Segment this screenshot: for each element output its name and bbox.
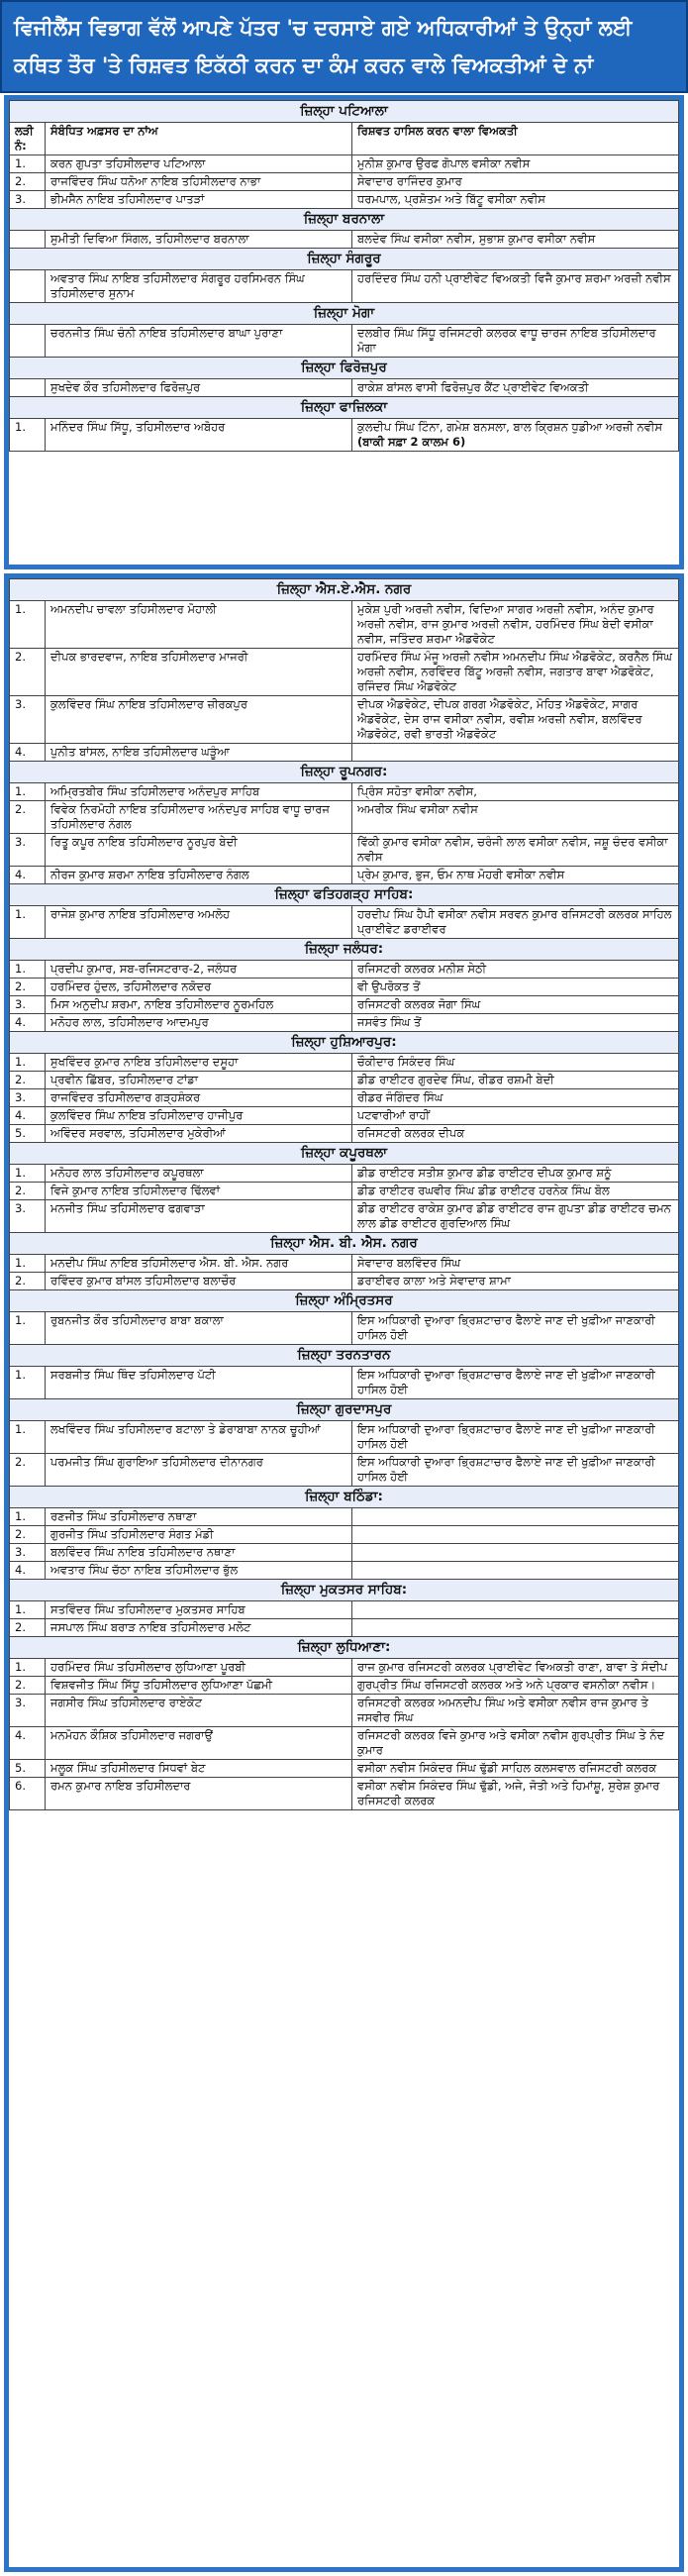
collector-names: [352, 1054, 679, 1072]
collector-text: ਦਲਬੀਰ ਸਿੰਘ ਸਿੱਧੂ ਰਜਿਸਟਰੀ ਕਲਰਕ ਵਾਧੂ ਚਾਰਜ ਨਾਇਬ ਤਹਿਸੀਲਦਾਰ ਮੋਗਾ: [357, 326, 656, 355]
district-name: ਜ਼ਿਲ੍ਹਾ ਸੰਗਰੂਰ: [10, 249, 679, 270]
collector-names: [352, 173, 679, 191]
serial-number: 4.: [10, 1727, 46, 1760]
district-row: [10, 1345, 679, 1367]
district-row: [10, 101, 679, 123]
table-row: [10, 1273, 679, 1290]
collector-names: [352, 1659, 679, 1677]
district-name: ਜ਼ਿਲ੍ਹਾ ਬਠਿੰਡਾ:: [10, 1487, 679, 1508]
table-row: [10, 979, 679, 996]
district-row: [10, 579, 679, 601]
table-row: [10, 696, 679, 744]
officer-name: ਮਨਦੀਪ ਸਿੰਘ ਨਾਇਬ ਤਹਿਸੀਲਦਾਰ ਐਸ. ਬੀ. ਐਸ. ਨਗਰ: [46, 1255, 352, 1273]
serial-number: 5.: [10, 1760, 46, 1778]
serial-number: [10, 379, 46, 397]
table-row: [10, 1014, 679, 1032]
collector-text: ਹਰਦਿੰਦਰ ਸਿੰਘ ਹਨੀ ਪ੍ਰਾਈਵੇਟ ਵਿਅਕਤੀ ਵਿਜੈ ਕੁਮਾਰ ਸ਼ਰਮਾ ਅਰਜ਼ੀ ਨਵੀਸ: [357, 271, 671, 285]
collector-names: [352, 1072, 679, 1089]
collector-names: [352, 744, 679, 762]
officer-name: ਰਵਿੰਦਰ ਕੁਮਾਰ ਬਾਂਸਲ ਤਹਿਸੀਲਦਾਰ ਬਲਾਚੌਰ: [46, 1273, 352, 1290]
officer-name: ਪ੍ਰਵੀਨ ਛਿੱਬਰ, ਤਹਿਸੀਲਦਾਰ ਟਾਂਡਾ: [46, 1072, 352, 1089]
collector-names: [352, 1778, 679, 1810]
collector-names: [352, 379, 679, 397]
officer-name: ਚਰਨਜੀਤ ਸਿੰਘ ਚੰਨੀ ਨਾਇਬ ਤਹਿਸੀਲਦਾਰ ਬਾਘਾ ਪੁਰਾਣਾ: [46, 325, 352, 358]
table-row: [10, 1695, 679, 1727]
officer-name: ਰਮਨ ਕੁਮਾਰ ਨਾਇਬ ਤਹਿਸੀਲਦਾਰ: [46, 1778, 352, 1810]
collector-names: [352, 1183, 679, 1200]
serial-number: 1.: [10, 906, 46, 939]
officer-name: ਭੀਮਸੈਨ ਨਾਇਬ ਤਹਿਸੀਲਦਾਰ ਪਾਤੜਾਂ: [46, 191, 352, 209]
officers-table-1: [9, 100, 679, 452]
officer-name: ਰਾਜਵਿੰਦਰ ਸਿੰਘ ਧਨੋਆ ਨਾਇਬ ਤਹਿਸੀਲਦਾਰ ਨਾਭਾ: [46, 173, 352, 191]
serial-number: 3.: [10, 1695, 46, 1727]
serial-number: 3.: [10, 996, 46, 1014]
district-row: [10, 1290, 679, 1312]
collector-text: ਰਾਕੇਸ਼ ਬਾਂਸਲ ਵਾਸੀ ਫਿਰੋਜ਼ਪੁਰ ਕੈਂਟ ਪ੍ਰਾਈਵੇਟ ਵਿਅਕਤੀ: [357, 380, 589, 394]
district-row: [10, 1032, 679, 1054]
table-row: [10, 1421, 679, 1454]
collector-text: ਡਰਾਈਵਰ ਕਾਲਾ ਅਤੇ ਸੇਵਾਦਾਰ ਸ਼ਾਮਾ: [357, 1274, 511, 1288]
district-row: [10, 249, 679, 270]
collector-text: ਵੀ ਉਪਰੋਕਤ ਤੋਂ: [357, 979, 421, 993]
collector-names: [352, 834, 679, 867]
serial-number: 1.: [10, 1601, 46, 1619]
district-name: ਜ਼ਿਲ੍ਹਾ ਅੰਮ੍ਰਿਤਸਰ: [10, 1290, 679, 1312]
list-section-2: [4, 573, 684, 2572]
table-row: [10, 1601, 679, 1619]
collector-text: ਇਸ ਅਧਿਕਾਰੀ ਦੁਆਰਾ ਭ੍ਰਿਸ਼ਟਾਚਾਰ ਫੈਲਾਏ ਜਾਣ ਦੀ ਖੁਫ਼ੀਆ ਜਾਣਕਾਰੀ ਹਾਸਿਲ ਹੋਈ: [357, 1422, 655, 1451]
headline-banner: [0, 0, 688, 93]
collector-names: [352, 1255, 679, 1273]
collector-text: ਮੁਕੇਸ਼ ਪੁਰੀ ਅਰਜ਼ੀ ਨਵੀਸ, ਵਿਦਿਆ ਸਾਗਰ ਅਰਜ਼ੀ ਨਵੀਸ, ਅਨੰਦ ਕੁਮਾਰ ਅਰਜ਼ੀ ਨਵੀਸ, ਰਾਜ ਕੁਮਾਰ ਅਰਜ਼ੀ ਨਵੀਸ, ਹਰਮਿੰਦਰ ਸਿੰਘ ਬੇਦੀ ਵਸੀਕਾ ਨਵੀਸ, ਜਤਿੰਦਰ ਸ਼ਰਮਾ ਐਡਵੋਕੇਟ: [357, 602, 654, 646]
serial-number: 1.: [10, 601, 46, 649]
serial-number: 1.: [10, 1508, 46, 1526]
collector-names: [352, 867, 679, 884]
collector-names: [352, 1125, 679, 1143]
collector-text: ਰਜਿਸਟਰੀ ਕਲਰਕ ਜੋਗਾ ਸਿੰਘ: [357, 997, 481, 1011]
collector-text: ਇਸ ਅਧਿਕਾਰੀ ਦੁਆਰਾ ਭ੍ਰਿਸ਼ਟਾਚਾਰ ਫੈਲਾਏ ਜਾਣ ਦੀ ਖੁਫ਼ੀਆ ਜਾਣਕਾਰੀ ਹਾਸਿਲ ਹੋਈ: [357, 1313, 655, 1342]
collector-text: ਦੀਪਕ ਐਡਵੋਕੇਟ, ਦੀਪਕ ਗਰਗ ਐਡਵੋਕੇਟ, ਮੋਹਿਤ ਐਡਵੋਕੇਟ, ਸਾਗਰ ਐਡਵੋਕੇਟ, ਦੇਸ ਰਾਜ ਵਸੀਕਾ ਨਵੀਸ, ਰਵੀਸ਼ ਅਰਜ਼ੀ ਨਵੀਸ, ਬਲਵਿੰਦਰ ਐਡਵੋਕੇਟ, ਰਵੀ ਭਾਰਤੀ ਐਡਵੋਕੇਟ: [357, 697, 642, 741]
district-row: [10, 1580, 679, 1601]
district-name: ਜ਼ਿਲ੍ਹਾ ਹੁਸ਼ਿਆਰਪੁਰ:: [10, 1032, 679, 1054]
collector-names: [352, 1526, 679, 1544]
collector-names: [352, 1312, 679, 1345]
serial-number: 3.: [10, 191, 46, 209]
collector-names: [352, 1165, 679, 1183]
collector-names: [352, 601, 679, 649]
list-section-1: [4, 95, 684, 569]
officer-name: ਸਰਬਜੀਤ ਸਿੰਘ ਥਿੰਦ ਤਹਿਸੀਲਦਾਰ ਪੱਟੀ: [46, 1367, 352, 1399]
column-header-row: [10, 123, 679, 155]
continued-note: (ਬਾਕੀ ਸਫ਼ਾ 2 ਕਾਲਮ 6): [357, 435, 466, 449]
collector-text: ਸੇਵਾਦਾਰ ਰਾਜਿੰਦਰ ਕੁਮਾਰ: [357, 174, 462, 188]
serial-number: 2.: [10, 1072, 46, 1089]
collector-text: ਬਲਦੇਵ ਸਿੰਘ ਵਸੀਕਾ ਨਵੀਸ, ਸੁਭਾਸ਼ ਕੁਮਾਰ ਵਸੀਕਾ ਨਵੀਸ: [357, 232, 596, 246]
table-row: [10, 1677, 679, 1695]
officer-name: ਪਰਮਜੀਤ ਸਿੰਘ ਗੁਰਾਇਆ ਤਹਿਸੀਲਦਾਰ ਦੀਨਾਨਗਰ: [46, 1454, 352, 1487]
table-row: [10, 744, 679, 762]
officer-name: ਮਨੋਹਰ ਲਾਲ, ਤਹਿਸੀਲਦਾਰ ਆਦਮਪੁਰ: [46, 1014, 352, 1032]
serial-number: 1.: [10, 1165, 46, 1183]
officer-name: ਮਨਿੰਦਰ ਸਿੰਘ ਸਿੱਧੂ, ਤਹਿਸੀਲਦਾਰ ਅਬੋਹਰ: [46, 419, 352, 452]
serial-number: 3.: [10, 696, 46, 744]
district-row: [10, 397, 679, 419]
table-row: [10, 1200, 679, 1233]
table-row: [10, 1107, 679, 1125]
collector-names: [352, 1273, 679, 1290]
collector-names: [352, 1089, 679, 1107]
collector-names: [352, 1760, 679, 1778]
collector-names: [352, 231, 679, 249]
district-name: ਜ਼ਿਲ੍ਹਾ ਲੁਧਿਆਣਾ:: [10, 1637, 679, 1659]
collector-names: [352, 1421, 679, 1454]
table-row: [10, 1125, 679, 1143]
table-row: [10, 1508, 679, 1526]
collector-text: ਇਸ ਅਧਿਕਾਰੀ ਦੁਆਰਾ ਭ੍ਰਿਸ਼ਟਾਚਾਰ ਫੈਲਾਏ ਜਾਣ ਦੀ ਖੁਫ਼ੀਆ ਜਾਣਕਾਰੀ ਹਾਸਿਲ ਹੋਈ: [357, 1455, 655, 1484]
district-row: [10, 209, 679, 231]
officer-name: ਅਵਤਾਰ ਸਿੰਘ ਚੱਠਾ ਨਾਇਬ ਤਹਿਸੀਲਦਾਰ ਭੁੱਲ: [46, 1562, 352, 1580]
district-name: ਜ਼ਿਲ੍ਹਾ ਮੁਕਤਸਰ ਸਾਹਿਬ:: [10, 1580, 679, 1601]
district-name: ਜ਼ਿਲ੍ਹਾ ਐਸ.ਏ.ਐਸ. ਨਗਰ: [10, 579, 679, 601]
table-row: [10, 1255, 679, 1273]
collector-text: ਰਜਿਸਟਰੀ ਕਲਰਕ ਮਨੀਸ਼ ਸੇਠੀ: [357, 962, 487, 976]
serial-number: 6.: [10, 1778, 46, 1810]
officer-name: ਦੀਪਕ ਭਾਰਦਵਾਜ, ਨਾਇਬ ਤਹਿਸੀਲਦਾਰ ਮਾਜਰੀ: [46, 649, 352, 696]
serial-number: 4.: [10, 1562, 46, 1580]
officer-name: ਨੀਰਜ ਕੁਮਾਰ ਸ਼ਰਮਾ ਨਾਇਬ ਤਹਿਸੀਲਦਾਰ ਨੰਗਲ: [46, 867, 352, 884]
table-row: [10, 996, 679, 1014]
table-row: [10, 801, 679, 834]
serial-number: 4.: [10, 867, 46, 884]
table-row: [10, 1183, 679, 1200]
collector-text: ਗੁਰਪ੍ਰੀਤ ਸਿੰਘ ਰਜਿਸਟਰੀ ਕਲਰਕ ਅਤੇ ਅਨੇ ਪ੍ਰਕਾਰ ਵਸਨੀਕਾ ਨਵੀਸ।: [357, 1678, 656, 1692]
collector-names: [352, 1107, 679, 1125]
collector-names: [352, 1677, 679, 1695]
officer-name: ਕਰਨ ਗੁਪਤਾ ਤਹਿਸੀਲਦਾਰ ਪਟਿਆਲਾ: [46, 155, 352, 173]
collector-text: ਹਰਮਿੰਦਰ ਸਿੰਘ ਮੰਜੂ ਅਰਜ਼ੀ ਨਵੀਸ ਅਮਨਦੀਪ ਸਿੰਘ ਐਡਵੋਕੇਟ, ਕਰਨੈਲ ਸਿੰਘ ਅਰਜ਼ੀ ਨਵੀਸ, ਨਰਵਿੰਦਰ ਬਿੱਟੂ ਅਰਜ਼ੀ ਨਵੀਸ, ਜਗਤਾਰ ਬਾਵਾ ਐਡਵੋਕੇਟ, ਰਜਿੰਦਰ ਸਿੰਘ ਐਡਵੋਕੇਟ: [357, 650, 672, 693]
collector-text: ਪਟਵਾਰੀਆਂ ਰਾਹੀਂ: [357, 1108, 431, 1122]
collector-text: ਸੇਵਾਦਾਰ ਬਲਵਿੰਦਰ ਸਿੰਘ: [357, 1256, 461, 1270]
district-name: ਜ਼ਿਲ੍ਹਾ ਗੁਰਦਾਸਪੁਰ: [10, 1399, 679, 1421]
officer-name: ਜਗਸੀਰ ਸਿੰਘ ਤਹਿਸੀਲਦਾਰ ਰਾਏਕੋਟ: [46, 1695, 352, 1727]
officer-name: ਮਨੋਹਰ ਲਾਲ ਤਹਿਸੀਲਦਾਰ ਕਪੂਰਥਲਾ: [46, 1165, 352, 1183]
officer-name: ਪ੍ਰਦੀਪ ਕੁਮਾਰ, ਸਬ-ਰਜਿਸਟਰਾਰ-2, ਜਲੰਧਰ: [46, 961, 352, 979]
table-row: [10, 1165, 679, 1183]
collector-text: ਚੌਕੀਦਾਰ ਸਿਕੰਦਰ ਸਿੰਘ: [357, 1055, 455, 1069]
serial-number: [10, 231, 46, 249]
district-row: [10, 762, 679, 783]
district-name: ਜ਼ਿਲ੍ਹਾ ਜਲੰਧਰ:: [10, 939, 679, 961]
collector-names: [352, 696, 679, 744]
serial-number: 2.: [10, 1183, 46, 1200]
collector-names: [352, 1619, 679, 1637]
table-row: [10, 649, 679, 696]
serial-number: 3.: [10, 1200, 46, 1233]
table-row: [10, 1619, 679, 1637]
officer-name: ਕੁਲਵਿੰਦਰ ਸਿੰਘ ਨਾਇਬ ਤਹਿਸੀਲਦਾਰ ਜ਼ੀਰਕਪੁਰ: [46, 696, 352, 744]
officer-name: ਪੁਨੀਤ ਬਾਂਸਲ, ਨਾਇਬ ਤਹਿਸੀਲਦਾਰ ਘੜੂੰਆ: [46, 744, 352, 762]
table-row: [10, 783, 679, 801]
district-name: ਜ਼ਿਲ੍ਹਾ ਫਿਰੋਜ਼ਪੁਰ: [10, 358, 679, 379]
column-header-num: ਲੜੀ ਨੰ:: [10, 123, 46, 155]
collector-text: ਕੁਲਦੀਪ ਸਿੰਘ ਟਿੰਨਾ, ਗਮੇਸ਼ ਬਨਸਲਾ, ਬਾਲ ਕ੍ਰਿਸ਼ਨ ਧੁਡੀਆ ਅਰਜ਼ੀ ਨਵੀਸ: [357, 420, 663, 434]
officer-name: ਸੁਮੀਤੀ ਦਿਵਿਆ ਸਿੰਗਲ, ਤਹਿਸੀਲਦਾਰ ਬਰਨਾਲਾ: [46, 231, 352, 249]
officers-table-2: [9, 578, 679, 1810]
officer-name: ਬਲਵਿੰਦਰ ਸਿੰਘ ਨਾਇਬ ਤਹਿਸੀਲਦਾਰ ਨਥਾਣਾ: [46, 1544, 352, 1562]
serial-number: 2.: [10, 979, 46, 996]
serial-number: 1.: [10, 1659, 46, 1677]
officer-name: ਕੁਲਵਿੰਦਰ ਸਿੰਘ ਨਾਇਬ ਤਹਿਸੀਲਦਾਰ ਹਾਜੀਪੁਰ: [46, 1107, 352, 1125]
collector-names: [352, 1727, 679, 1760]
collector-text: ਰਜਿਸਟਰੀ ਕਲਰਕ ਵਿਜੇ ਕੁਮਾਰ ਅਤੇ ਵਸੀਕਾ ਨਵੀਸ ਗੁਰਪ੍ਰੀਤ ਸਿੰਘ ਤੇ ਨੰਦ ਕੁਮਾਰ: [357, 1728, 665, 1757]
serial-number: 5.: [10, 1125, 46, 1143]
serial-number: 4.: [10, 744, 46, 762]
officer-name: ਅਮਨਦੀਪ ਚਾਵਲਾ ਤਹਿਸੀਲਦਾਰ ਮੋਹਾਲੀ: [46, 601, 352, 649]
district-row: [10, 884, 679, 906]
column-header-officer: ਸੰਬੰਧਿਤ ਅਫ਼ਸਰ ਦਾ ਨਾਂਅ: [46, 123, 352, 155]
district-name: ਜ਼ਿਲ੍ਹਾ ਪਟਿਆਲਾ: [10, 101, 679, 123]
officer-name: ਅਮ੍ਰਿਤਬੀਰ ਸਿੰਘ ਤਹਿਸੀਲਦਾਰ ਅਨੰਦਪੁਰ ਸਾਹਿਬ: [46, 783, 352, 801]
serial-number: 4.: [10, 1014, 46, 1032]
district-row: [10, 1233, 679, 1255]
collector-text: ਰਜਿਸਟਰੀ ਕਲਰਕ ਅਮਨਦੀਪ ਸਿੰਘ ਅਤੇ ਵਸੀਕਾ ਨਵੀਸ ਰਾਜ ਕੁਮਾਰ ਤੇ ਜਸਵੀਰ ਸਿੰਘ: [357, 1696, 648, 1724]
table-row: [10, 1544, 679, 1562]
serial-number: 1.: [10, 783, 46, 801]
collector-names: [352, 155, 679, 173]
officer-name: ਰੁਬਨਜੀਤ ਕੌਰ ਤਹਿਸੀਲਦਾਰ ਬਾਬਾ ਬਕਾਲਾ: [46, 1312, 352, 1345]
collector-names: [352, 1508, 679, 1526]
district-row: [10, 1399, 679, 1421]
table-row: [10, 1778, 679, 1810]
officer-name: ਸਤਵਿੰਦਰ ਸਿੰਘ ਤਹਿਸੀਲਦਾਰ ਮੁਕਤਸਰ ਸਾਹਿਬ: [46, 1601, 352, 1619]
officer-name: ਵਿਵੇਕ ਨਿਰਮੋਹੀ ਨਾਇਬ ਤਹਿਸੀਲਦਾਰ ਅਨੰਦਪੁਰ ਸਾਹਿਬ ਵਾਧੂ ਚਾਰਜ ਤਹਿਸੀਲਦਾਰ ਨੰਗਲ: [46, 801, 352, 834]
collector-text: ਜਸਵੰਤ ਸਿੰਘ ਤੋਂ: [357, 1015, 422, 1029]
serial-number: 4.: [10, 1107, 46, 1125]
district-row: [10, 1637, 679, 1659]
collector-names: [352, 1695, 679, 1727]
table-row: [10, 1454, 679, 1487]
serial-number: 1.: [10, 155, 46, 173]
table-row: [10, 1727, 679, 1760]
table-row: [10, 419, 679, 452]
collector-text: ਪ੍ਰੇਮ ਕੁਮਾਰ, ਭੁਜ, ਓਮ ਨਾਥ ਮੋਹਰੀ ਵਸੀਕਾ ਨਵੀਸ: [357, 868, 565, 881]
collector-names: [352, 1200, 679, 1233]
district-row: [10, 303, 679, 325]
collector-names: [352, 783, 679, 801]
collector-names: [352, 801, 679, 834]
table-row: [10, 834, 679, 867]
serial-number: 3.: [10, 1089, 46, 1107]
officer-name: ਅਵਤਾਰ ਸਿੰਘ ਨਾਇਬ ਤਹਿਸੀਲਦਾਰ ਸੰਗਰੂਰ ਹਰਸਿਮਰਨ ਸਿੰਘ ਤਹਿਸੀਲਦਾਰ ਸੁਨਾਮ: [46, 270, 352, 303]
district-name: ਜ਼ਿਲ੍ਹਾ ਫਾਜ਼ਿਲਕਾ: [10, 397, 679, 419]
serial-number: 2.: [10, 1526, 46, 1544]
collector-names: [352, 961, 679, 979]
collector-names: [352, 1014, 679, 1032]
officer-name: ਹਰਮਿੰਦਰ ਹੁੰਦਲ, ਤਹਿਸੀਲਦਾਰ ਨਕੋਦਰ: [46, 979, 352, 996]
serial-number: 1.: [10, 1367, 46, 1399]
officer-name: ਮਨਮੋਹਨ ਕੌਸ਼ਿਕ ਤਹਿਸੀਲਦਾਰ ਜਗਰਾਉਂ: [46, 1727, 352, 1760]
table-row: [10, 961, 679, 979]
collector-names: [352, 979, 679, 996]
serial-number: 1.: [10, 1421, 46, 1454]
district-name: ਜ਼ਿਲ੍ਹਾ ਰੂਪਨਗਰ:: [10, 762, 679, 783]
table-row: [10, 1526, 679, 1544]
officer-name: ਹਰਮਿੰਦਰ ਸਿੰਘ ਤਹਿਸੀਲਦਾਰ ਲੁਧਿਆਣਾ ਪੂਰਬੀ: [46, 1659, 352, 1677]
table-row: [10, 1367, 679, 1399]
table-row: [10, 906, 679, 939]
officer-name: ਲਖਵਿੰਦਰ ਸਿੰਘ ਤਹਿਸੀਲਦਾਰ ਬਟਾਲਾ ਤੇ ਡੇਰਾਬਾਬਾ ਨਾਨਕ ਚੂਹੀਆਂ: [46, 1421, 352, 1454]
serial-number: 2.: [10, 649, 46, 696]
serial-number: 1.: [10, 419, 46, 452]
headline-line-1: ਵਿਜੀਲੈਂਸ ਵਿਭਾਗ ਵੱਲੋਂ ਆਪਣੇ ਪੱਤਰ 'ਚ ਦਰਸਾਏ ਗਏ ਅਧਿਕਾਰੀਆਂ ਤੇ ਉਨ੍ਹਾਂ ਲਈ: [14, 16, 633, 40]
officer-name: ਰਿਤੂ ਕਪੂਰ ਨਾਇਬ ਤਹਿਸੀਲਦਾਰ ਨੂਰਪੁਰ ਬੇਦੀ: [46, 834, 352, 867]
table-row: [10, 379, 679, 397]
district-row: [10, 1143, 679, 1165]
collector-names: [352, 1601, 679, 1619]
table-row: [10, 1072, 679, 1089]
collector-text: ਡੀਡ ਰਾਈਟਰ ਸਤੀਸ਼ ਕੁਮਾਰ ਡੀਡ ਰਾਈਟਰ ਦੀਪਕ ਕੁਮਾਰ ਸ਼ਨੂੰ: [357, 1166, 612, 1180]
collector-names: [352, 1454, 679, 1487]
collector-text: ਡੀਡ ਰਾਈਟਰ ਰਘਵੀਰ ਸਿੰਘ ਡੀਡ ਰਾਈਟਰ ਹਰਨੇਕ ਸਿੰਘ ਬੋਲ: [357, 1184, 610, 1197]
serial-number: 1.: [10, 1255, 46, 1273]
table-row: [10, 1054, 679, 1072]
column-header-collector: ਰਿਸ਼ਵਤ ਹਾਸਿਲ ਕਰਨ ਵਾਲਾ ਵਿਅਕਤੀ: [352, 123, 679, 155]
district-name: ਜ਼ਿਲ੍ਹਾ ਬਰਨਾਲਾ: [10, 209, 679, 231]
collector-names: [352, 325, 679, 358]
collector-text: ਡੀਡ ਰਾਈਟਰ ਰਾਕੇਸ਼ ਕੁਮਾਰ ਡੀਡ ਰਾਈਟਰ ਰਾਜ ਗੁਪਤਾ ਡੀਡ ਰਾਈਟਰ ਚਮਨ ਲਾਲ ਡੀਡ ਰਾਈਟਰ ਗੁਰਦਿਆਲ ਸਿੰਘ: [357, 1201, 671, 1230]
collector-text: ਡੀਡ ਰਾਈਟਰ ਗੁਰਦੇਵ ਸਿੰਘ, ਰੀਡਰ ਰਸ਼ਮੀ ਬੇਦੀ: [357, 1073, 554, 1086]
collector-text: ਰਾਜ ਕੁਮਾਰ ਰਜਿਸਟਰੀ ਕਲਰਕ ਪ੍ਰਾਈਵੇਟ ਵਿਅਕਤੀ ਰਾਣਾ, ਬਾਵਾ ਤੇ ਸੰਦੀਪ: [357, 1660, 668, 1674]
district-name: ਜ਼ਿਲ੍ਹਾ ਕਪੂਰਥਲਾ: [10, 1143, 679, 1165]
officer-name: ਵਿਸ਼ਵਜੀਤ ਸਿੰਘ ਸਿੱਧੂ ਤਹਿਸੀਲਦਾਰ ਲੁਧਿਆਣਾ ਪੱਛਮੀ: [46, 1677, 352, 1695]
collector-names: [352, 996, 679, 1014]
officer-name: ਰਾਜਵਿੰਦਰ ਤਹਿਸੀਲਦਾਰ ਗੜ੍ਹਸ਼ੰਕਰ: [46, 1089, 352, 1107]
serial-number: 1.: [10, 1312, 46, 1345]
serial-number: 2.: [10, 1454, 46, 1487]
table-row: [10, 1562, 679, 1580]
table-row: [10, 270, 679, 303]
collector-names: [352, 1367, 679, 1399]
table-row: [10, 231, 679, 249]
officer-name: ਮਲੂਕ ਸਿੰਘ ਤਹਿਸੀਲਦਾਰ ਸਿਧਵਾਂ ਬੇਟ: [46, 1760, 352, 1778]
serial-number: 3.: [10, 834, 46, 867]
serial-number: 3.: [10, 1544, 46, 1562]
table-row: [10, 1089, 679, 1107]
collector-text: ਰਜਿਸਟਰੀ ਕਲਰਕ ਦੀਪਕ: [357, 1126, 465, 1140]
officer-name: ਵਿਜੇ ਕੁਮਾਰ ਨਾਇਬ ਤਹਿਸੀਲਦਾਰ ਢਿੱਲਵਾਂ: [46, 1183, 352, 1200]
headline-line-2: ਕਥਿਤ ਤੌਰ 'ਤੇ ਰਿਸ਼ਵਤ ਇਕੱਠੀ ਕਰਨ ਦਾ ਕੰਮ ਕਰਨ ਵਾਲੇ ਵਿਅਕਤੀਆਂ ਦੇ ਨਾਂ: [14, 53, 594, 77]
officer-name: ਗੁਰਜੀਤ ਸਿੰਘ ਤਹਿਸੀਲਦਾਰ ਸੰਗਤ ਮੰਡੀ: [46, 1526, 352, 1544]
collector-text: ਵਸੀਕਾ ਨਵੀਸ ਸਿਕੰਦਰ ਸਿੰਘ ਢੁੱਡੀ, ਅਜੇ, ਜੋਤੀ ਅਤੇ ਹਿਮਾਂਸ਼ੂ, ਸੁਰੇਸ਼ ਕੁਮਾਰ ਰਜਿਸਟਰੀ ਕਲਰਕ: [357, 1779, 660, 1807]
table-row: [10, 325, 679, 358]
serial-number: 2.: [10, 173, 46, 191]
table-row: [10, 1312, 679, 1345]
serial-number: 2.: [10, 801, 46, 834]
serial-number: 1.: [10, 961, 46, 979]
district-row: [10, 1487, 679, 1508]
officer-name: ਰਣਜੀਤ ਸਿੰਘ ਤਹਿਸੀਲਦਾਰ ਨਥਾਣਾ: [46, 1508, 352, 1526]
table-row: [10, 1659, 679, 1677]
table-row: [10, 1760, 679, 1778]
table-row: [10, 601, 679, 649]
collector-names: [352, 270, 679, 303]
district-name: ਜ਼ਿਲ੍ਹਾ ਫਤਿਹਗੜ੍ਹ ਸਾਹਿਬ:: [10, 884, 679, 906]
table-row: [10, 867, 679, 884]
table-row: [10, 173, 679, 191]
officer-name: ਸੁਖਦੇਵ ਕੌਰ ਤਹਿਸੀਲਦਾਰ ਫਿਰੋਜ਼ਪੁਰ: [46, 379, 352, 397]
serial-number: [10, 270, 46, 303]
serial-number: 2.: [10, 1273, 46, 1290]
table-row: [10, 191, 679, 209]
serial-number: [10, 325, 46, 358]
collector-names: [352, 191, 679, 209]
officer-name: ਸੁਖਵਿੰਦਰ ਕੁਮਾਰ ਨਾਇਬ ਤਹਿਸੀਲਦਾਰ ਦਸੂਹਾ: [46, 1054, 352, 1072]
serial-number: 1.: [10, 1054, 46, 1072]
collector-names: [352, 419, 679, 452]
serial-number: 2.: [10, 1619, 46, 1637]
district-name: ਜ਼ਿਲ੍ਹਾ ਤਰਨਤਾਰਨ: [10, 1345, 679, 1367]
collector-names: [352, 1544, 679, 1562]
officer-name: ਅਵਿੰਦਰ ਸਰਵਾਲ, ਤਹਿਸੀਲਦਾਰ ਮੁਕੇਰੀਆਂ: [46, 1125, 352, 1143]
table-row: [10, 155, 679, 173]
officer-name: ਮਿਸ ਅਨੁਦੀਪ ਸ਼ਰਮਾ, ਨਾਇਬ ਤਹਿਸੀਲਦਾਰ ਨੂਰਮਹਿਲ: [46, 996, 352, 1014]
collector-text: ਵਿੱਕੀ ਕੁਮਾਰ ਵਸੀਕਾ ਨਵੀਸ, ਚਰੰਜੀ ਲਾਲ ਵਸੀਕਾ ਨਵੀਸ, ਜਸ਼ੂ ਚੰਦਰ ਵਸੀਕਾ ਨਵੀਸ: [357, 835, 668, 864]
collector-text: ਪ੍ਰਿੰਸ ਸਹੋਤਾ ਵਸੀਕਾ ਨਵੀਸ,: [357, 784, 477, 798]
collector-text: ਰੀਡਰ ਜੰਗਿੰਦਰ ਸਿੰਘ: [357, 1090, 443, 1104]
collector-text: ਵਸੀਕਾ ਨਵੀਸ ਸਿਕੰਦਰ ਸਿੰਘ ਢੁੱਡੀ ਸਾਹਿਲ ਕਲਸਵਾਲ ਰਜਿਸਟਰੀ ਕਲਰਕ: [357, 1761, 657, 1775]
collector-text: ਧਰਮਪਾਲ, ਪ੍ਰਸ਼ੋਤਮ ਅਤੇ ਬਿੱਟੂ ਵਸੀਕਾ ਨਵੀਸ: [357, 192, 545, 206]
officer-name: ਰਾਜੇਸ਼ ਕੁਮਾਰ ਨਾਇਬ ਤਹਿਸੀਲਦਾਰ ਅਮਲੋਹ: [46, 906, 352, 939]
collector-text: ਹਰਦੀਪ ਸਿੰਘ ਹੈਪੀ ਵਸੀਕਾ ਨਵੀਸ ਸਰਵਨ ਕੁਮਾਰ ਰਜਿਸਟਰੀ ਕਲਰਕ ਸਾਹਿਲ ਪ੍ਰਾਈਵੇਟ ਡਰਾਈਵਰ: [357, 907, 672, 936]
district-name: ਜ਼ਿਲ੍ਹਾ ਐਸ. ਬੀ. ਐਸ. ਨਗਰ: [10, 1233, 679, 1255]
collector-text: ਅਮਰੀਕ ਸਿੰਘ ਵਸੀਕਾ ਨਵੀਸ: [357, 802, 478, 816]
officer-name: ਜਸਪਾਲ ਸਿੰਘ ਬਰਾੜ ਨਾਇਬ ਤਹਿਸੀਲਦਾਰ ਮਲੋਟ: [46, 1619, 352, 1637]
collector-text: ਇਸ ਅਧਿਕਾਰੀ ਦੁਆਰਾ ਭ੍ਰਿਸ਼ਟਾਚਾਰ ਫੈਲਾਏ ਜਾਣ ਦੀ ਖੁਫ਼ੀਆ ਜਾਣਕਾਰੀ ਹਾਸਿਲ ਹੋਈ: [357, 1368, 655, 1396]
district-name: ਜ਼ਿਲ੍ਹਾ ਮੋਗਾ: [10, 303, 679, 325]
district-row: [10, 358, 679, 379]
collector-names: [352, 906, 679, 939]
collector-names: [352, 649, 679, 696]
district-row: [10, 939, 679, 961]
officer-name: ਮਨਜੀਤ ਸਿੰਘ ਤਹਿਸੀਲਦਾਰ ਫਗਵਾੜਾ: [46, 1200, 352, 1233]
serial-number: 2.: [10, 1677, 46, 1695]
collector-names: [352, 1562, 679, 1580]
collector-text: ਮੁਨੀਸ਼ ਕੁਮਾਰ ਉਰਫ ਗੋਪਾਲ ਵਸੀਕਾ ਨਵੀਸ: [357, 156, 531, 170]
